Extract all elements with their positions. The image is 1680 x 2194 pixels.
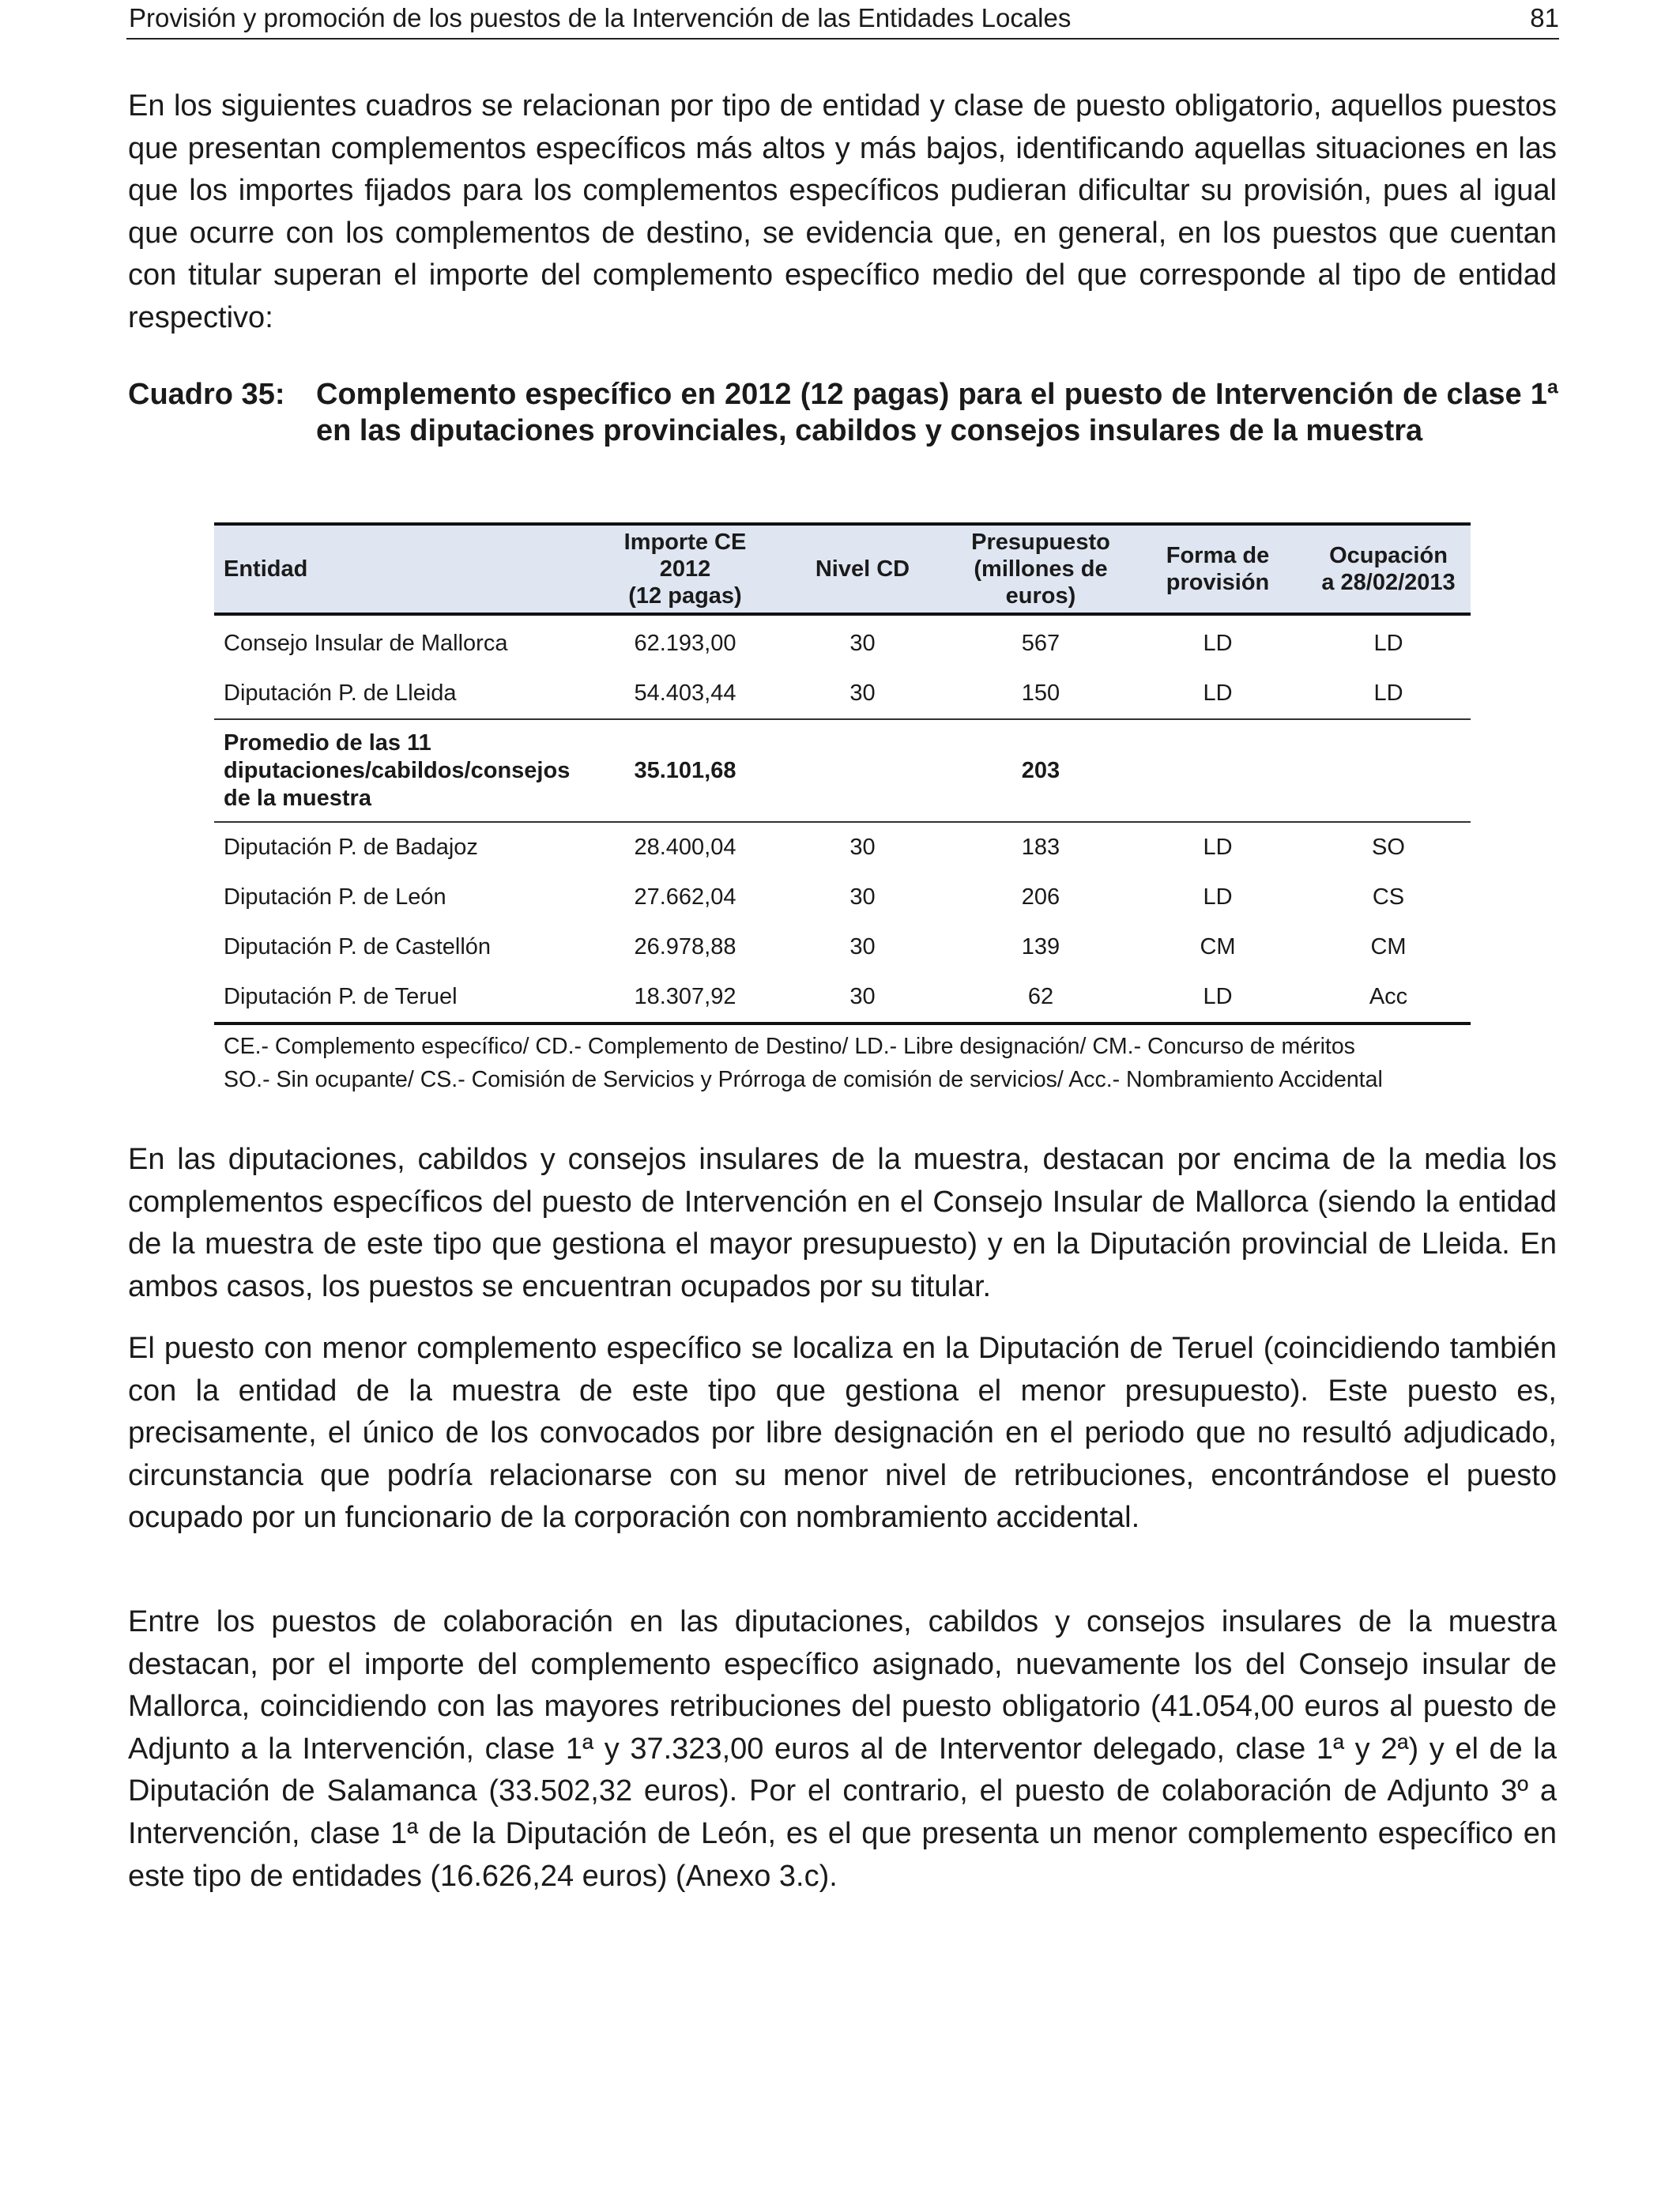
cell-nivel: 30 [849,680,876,706]
cell-importe: 26.978,88 [634,934,736,959]
average-row [214,719,1471,822]
cell-presupuesto: 150 [1021,680,1060,706]
body-paragraph-3: Entre los puestos de colaboración en las diputaciones, cabildos y consejos insulares de la muestra destacan, por el importe del complemento específico asignado, nuevamente los del Consejo insular de Mallorca, coincidiendo con las mayores retribuciones del puesto obligatorio (41.054,00 euros al puesto de Adjunto a la Intervención, clase 1ª y 37.323,00 euros al de Interventor delegado, clase 1ª y 2ª) y el de la Diputación de Salamanca (33.502,32 euros). Por el contrario, el puesto de colaboración de Adjunto 3º a Intervención, clase 1ª de la Diputación de León, es el que presenta un menor complemento específico en este tipo de entidades (16.626,24 euros) (Anexo 3.c). [128,1605,1557,1893]
cell-average-presupuesto: 203 [952,719,1129,822]
cell-nivel: 30 [849,835,876,860]
body-paragraph-1: En las diputaciones, cabildos y consejos insulares de la muestra, destacan por encima de la media los complementos específicos del puesto de Intervención en el Consejo Insular de Mallorca (siendo la entidad de la muestra de este tipo que gestiona el mayor presupuesto) y en la Diputación provincial de Lleida. En ambos casos, los puestos se encuentran ocupados por su titular. [128,1143,1557,1303]
cell-presupuesto: 206 [1021,884,1060,910]
table-caption-text: Complemento específico en 2012 (12 pagas) para el puesto de Intervención de clase 1ª en las diputaciones provinciales, cabildos y consejos insulares de la muestra [316,378,1558,447]
cell-entidad: Diputación P. de Badajoz [224,835,478,860]
table-row [214,972,1471,1023]
data-table [214,522,1471,1025]
running-header [126,0,1559,40]
cell-presupuesto: 183 [1021,835,1060,860]
table-row [214,922,1471,972]
cell-entidad: Diputación P. de Castellón [224,934,492,959]
cell-importe: 27.662,04 [634,884,736,910]
cell-ocupacion: Acc [1306,972,1471,1023]
cell-importe: 28.400,04 [634,835,736,860]
table-row [214,614,1471,669]
header-forma: Forma de provisión [1129,524,1306,614]
cell-presupuesto: 62 [952,972,1129,1023]
table-row [214,822,1471,873]
cell-nivel: 30 [773,972,952,1023]
table-notes [214,1030,1471,1096]
cell-forma: LD [1129,972,1306,1023]
cell-forma: LD [1203,680,1233,706]
intro-paragraph: En los siguientes cuadros se relacionan por tipo de entidad y clase de puesto obligatorio, aquellos puestos que presentan complementos específicos más altos y más bajos, identificando aquellas situaciones en las que los importes fijados para los complementos específicos pudieran dificultar su provisión, pues al igual que ocurre con los complementos de destino, se evidencia que, en general, en los puestos que cuentan con titular superan el importe del complemento específico medio del que corresponde al tipo de entidad respectivo: [128,89,1557,334]
header-presupuesto: Presupuesto (millones de euros) [952,524,1129,614]
table-note-abbreviations-2: SO.- Sin ocupante/ CS.- Comisión de Servicios y Prórroga de comisión de servicios/ Acc.- Nombramiento Accidental [224,1067,1383,1092]
cell-ocupacion: CM [1370,934,1407,959]
table-note-abbreviations-1: CE.- Complemento específico/ CD.- Complemento de Destino/ LD.- Libre designación/ CM.- Concurso de méritos [224,1034,1355,1059]
cell-forma: LD [1203,884,1233,910]
cell-forma: LD [1203,631,1233,656]
cell-presupuesto: 139 [1021,934,1060,959]
cell-average-ocupacion [1306,719,1471,822]
cell-entidad: Diputación P. de Teruel [214,972,597,1023]
cell-nivel: 30 [849,934,876,959]
table-header-row [214,524,1471,614]
table-row [214,873,1471,922]
cell-entidad: Diputación P. de Lleida [224,680,457,706]
cell-forma: LD [1203,835,1233,860]
cell-entidad: Consejo Insular de Mallorca [224,631,508,656]
cell-entidad: Diputación P. de León [224,884,446,910]
cell-average-label: Promedio de las 11 diputaciones/cabildos/consejos de la muestra [214,719,597,822]
cell-ocupacion: SO [1372,835,1405,860]
cell-forma: CM [1200,934,1236,959]
cell-importe: 18.307,92 [597,972,773,1023]
body-paragraph-2: El puesto con menor complemento específico se localiza en la Diputación de Teruel (coincidiendo también con la entidad de la muestra de este tipo que gestiona el menor presupuesto). Este puesto es, precisamente, el único de los convocados por libre designación en el periodo que no resultó adjudicado, circunstancia que podría relacionarse con su menor nivel de retribuciones, encontrándose el puesto ocupado por un funcionario de la corporación con nombramiento accidental. [128,1332,1557,1535]
cell-average-importe: 35.101,68 [597,719,773,822]
cell-nivel: 30 [849,631,876,656]
cell-average-forma [1129,719,1306,822]
cell-importe: 62.193,00 [634,631,736,656]
running-header-title: Provisión y promoción de los puestos de la Intervención de las Entidades Locales [129,3,1072,32]
page-number: 81 [1530,3,1559,32]
cell-importe: 54.403,44 [634,680,736,706]
cell-presupuesto: 567 [1021,631,1060,656]
cell-ocupacion: CS [1372,884,1405,910]
header-importe: Importe CE 2012 (12 pagas) [597,524,773,614]
cell-ocupacion: LD [1373,680,1403,706]
cell-average-nivel [773,719,952,822]
header-ocupacion: Ocupación a 28/02/2013 [1306,524,1471,614]
table-caption-label: Cuadro 35: [128,378,285,411]
header-nivel: Nivel CD [773,524,952,614]
cell-ocupacion: LD [1373,631,1403,656]
cell-nivel: 30 [849,884,876,910]
table-container [214,522,1471,1096]
header-entidad: Entidad [214,524,597,614]
table-row [214,669,1471,719]
